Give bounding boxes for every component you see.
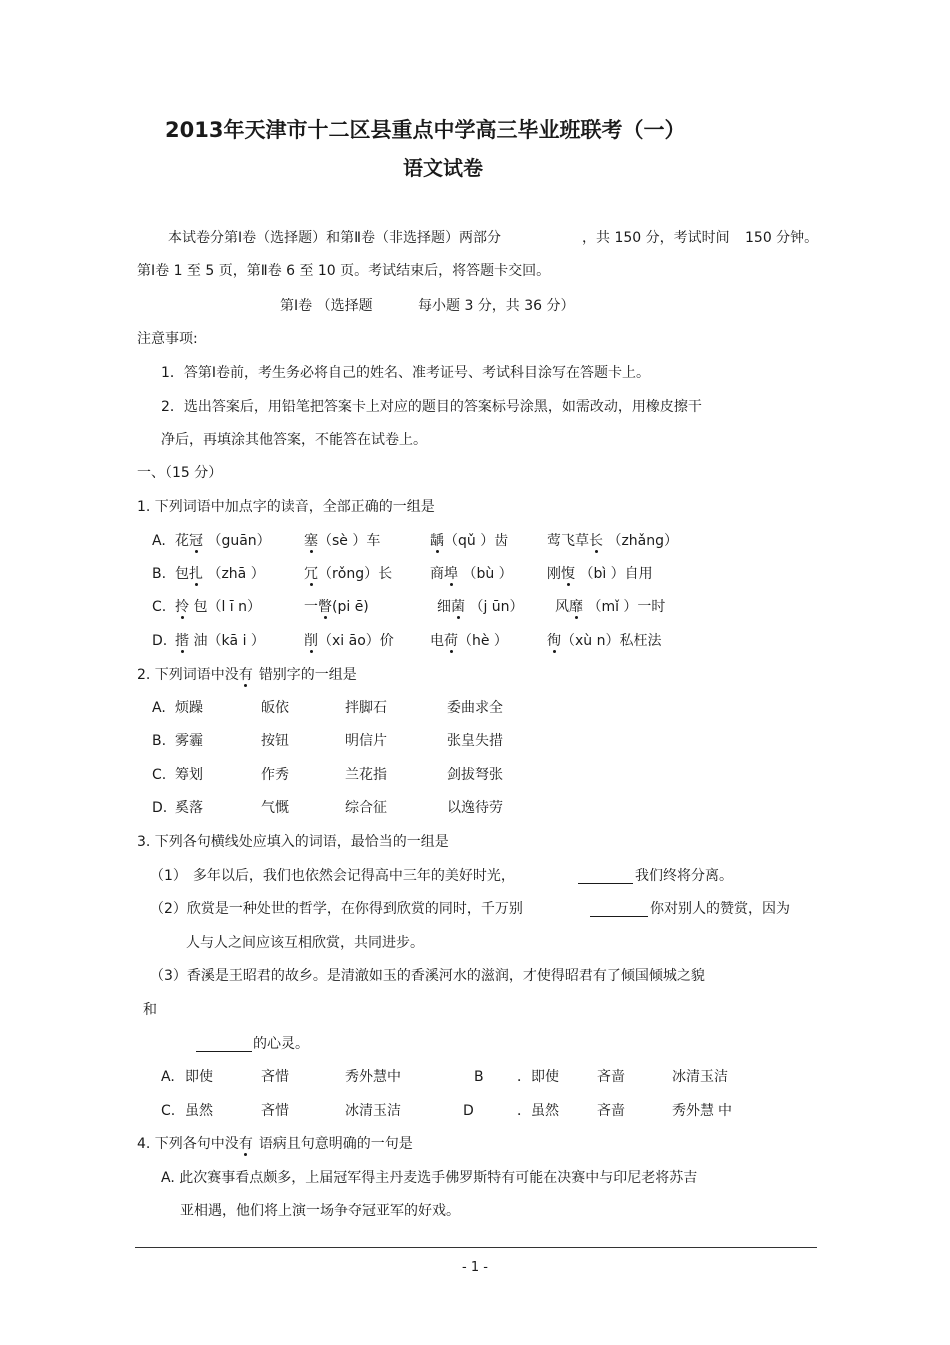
q3-sentence-1-end: 我们终将分离。	[635, 868, 733, 884]
section-heading-b: 每小题 3 分，共 36 分）	[418, 298, 575, 314]
word: 奚落	[175, 800, 203, 816]
dotted-char: 有	[238, 667, 253, 683]
dotted-char: 冗	[304, 566, 318, 582]
word: 作秀	[261, 767, 289, 783]
word: 以逸待劳	[447, 800, 503, 816]
word: 兰花指	[345, 767, 387, 783]
option-label: B.	[152, 566, 167, 582]
q1-stem: 1. 下列词语中加点字的读音，全部正确的一组是	[137, 499, 435, 515]
q3-sentence-1: （1） 多年以后，我们也依然会记得高中三年的美好时光，	[150, 868, 515, 884]
notice-item-2a: 2．选出答案后，用铅笔把答案卡上对应的题目的答案标号涂黑，如需改动，用橡皮擦干	[161, 399, 702, 415]
option-label: C.	[152, 767, 167, 783]
option-label: D.	[152, 800, 168, 816]
dotted-char: 有	[238, 1136, 253, 1152]
word: 筹划	[175, 767, 203, 783]
word: 吝惜	[261, 1103, 289, 1119]
dotted-char: 菌	[451, 599, 465, 615]
part-heading: 一、（15 分）	[137, 465, 223, 481]
word: ．虽然	[517, 1103, 559, 1119]
intro-line-1c: 150 分钟。	[745, 230, 819, 246]
word: 气慨	[261, 800, 289, 816]
intro-line-2: 第Ⅰ卷 1 至 5 页，第Ⅱ卷 6 至 10 页。考试结束后，将答题卡交回。	[137, 263, 551, 279]
word: 冰清玉洁	[345, 1103, 401, 1119]
q3-stem: 3. 下列各句横线处应填入的词语，最恰当的一组是	[137, 834, 449, 850]
dotted-char: 瞥	[318, 599, 332, 615]
fill-blank	[590, 902, 648, 917]
option-label: A.	[161, 1069, 175, 1085]
notice-item-1: 1．答第Ⅰ卷前，考生务必将自己的姓名、准考证号、考试科目涂写在答题卡上。	[161, 365, 651, 381]
word: 剑拔弩张	[447, 767, 503, 783]
section-heading-a: 第Ⅰ卷 （选择题	[280, 298, 373, 314]
intro-line-1a: 本试卷分第Ⅰ卷（选择题）和第Ⅱ卷（非选择题）两部分	[168, 230, 502, 246]
word: 雾霾	[175, 733, 203, 749]
fill-blank	[196, 1037, 252, 1052]
word: 张皇失措	[447, 733, 503, 749]
dotted-char: 荷	[444, 633, 458, 649]
dotted-char: 埠	[444, 566, 458, 582]
word: 冰清玉洁	[672, 1069, 728, 1085]
dotted-char: 塞	[304, 533, 318, 549]
option-label: D.	[152, 633, 168, 649]
notice-item-2b: 净后，再填涂其他答案，不能答在试卷上。	[161, 432, 427, 448]
word: 委曲求全	[447, 700, 503, 716]
word: 皈依	[261, 700, 289, 716]
fill-blank	[578, 869, 633, 884]
option-label: A.	[152, 700, 166, 716]
dotted-char: 龋	[430, 533, 444, 549]
q3-sentence-3-end: 的心灵。	[253, 1036, 309, 1052]
notice-heading: 注意事项:	[137, 331, 198, 347]
dotted-char: 长	[589, 533, 603, 549]
page-number: - 1 -	[462, 1260, 488, 1275]
q4-option-a-cont: 亚相遇，他们将上演一场争夺冠亚军的好戏。	[180, 1203, 460, 1219]
dotted-char: 冠	[189, 533, 203, 549]
page-subtitle: 语文试卷	[403, 156, 483, 180]
word: 秀外慧 中	[672, 1103, 732, 1119]
dotted-char: 扎	[189, 566, 203, 582]
word: ．即使	[517, 1069, 559, 1085]
word: 按钮	[261, 733, 289, 749]
dotted-char: 削	[304, 633, 318, 649]
word: 虽然	[185, 1103, 213, 1119]
option-label: D	[463, 1103, 474, 1119]
q3-sentence-2-cont: 人与人之间应该互相欣赏，共同进步。	[186, 935, 424, 951]
word: 烦躁	[175, 700, 203, 716]
option-label: B	[474, 1069, 484, 1085]
word: 明信片	[345, 733, 387, 749]
dotted-char: 徇	[547, 633, 561, 649]
dotted-char: 拎	[175, 599, 189, 615]
footer-rule	[135, 1247, 817, 1248]
word: 吝惜	[261, 1069, 289, 1085]
option-label: A.	[152, 533, 166, 549]
word: 即使	[185, 1069, 213, 1085]
option-label: B.	[152, 733, 167, 749]
word: 吝啬	[597, 1103, 625, 1119]
dotted-char: 愎	[561, 566, 575, 582]
word: 吝啬	[597, 1069, 625, 1085]
q4-stem: 4. 下列各句中没有 语病且句意明确的一句是	[137, 1136, 413, 1152]
q3-sentence-3: （3）香溪是王昭君的故乡。是清澈如玉的香溪河水的滋润，才使得昭君有了倾国倾城之貌	[150, 968, 705, 984]
option-label: C.	[161, 1103, 176, 1119]
word: 拌脚石	[345, 700, 387, 716]
dotted-char: 揩	[175, 633, 189, 649]
q3-sentence-2: （2）欣赏是一种处世的哲学，在你得到欣赏的同时，千万别	[150, 901, 523, 917]
word: 综合征	[345, 800, 387, 816]
q2-stem: 2. 下列词语中没有 错别字的一组是	[137, 667, 357, 683]
q4-option-a: A. 此次赛事看点颇多，上届冠军得主丹麦选手佛罗斯特有可能在决赛中与印尼老将苏吉	[161, 1170, 698, 1186]
word: 秀外慧中	[345, 1069, 401, 1085]
q3-sentence-2-end: 你对别人的赞赏，因为	[650, 901, 790, 917]
page-title: 2013年天津市十二区县重点中学高三毕业班联考（一）	[165, 118, 686, 142]
q3-sentence-3-cont: 和	[143, 1002, 157, 1018]
dotted-char: 靡	[569, 599, 583, 615]
option-label: C.	[152, 599, 167, 615]
intro-line-1b: ，共 150 分，考试时间	[582, 230, 730, 246]
